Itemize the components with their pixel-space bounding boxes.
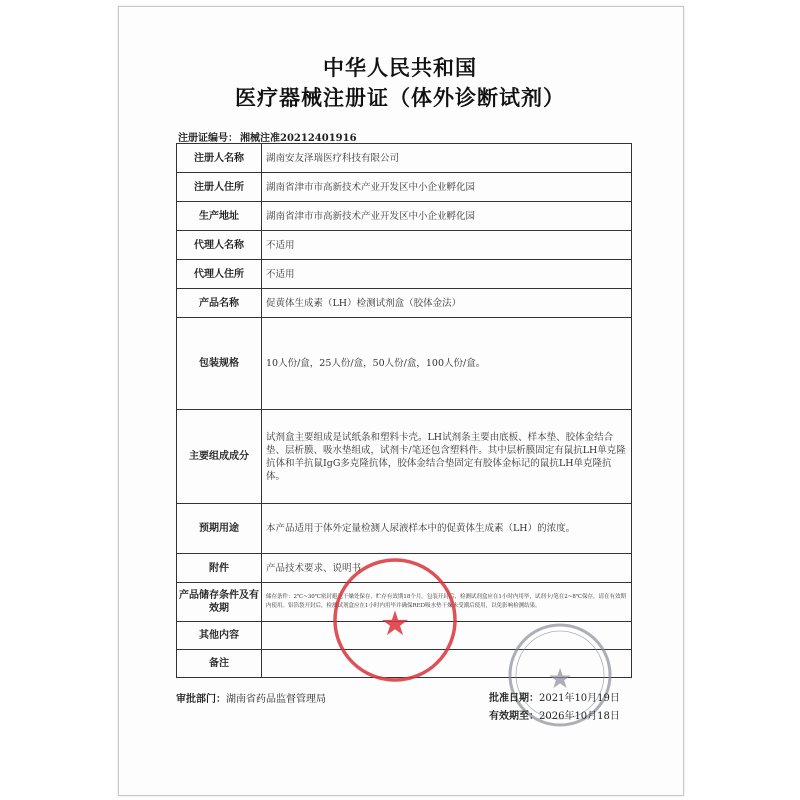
- title-certificate: 医疗器械注册证（体外诊断试剂）: [235, 85, 565, 110]
- row-label: 备注: [177, 650, 262, 678]
- table-row: [177, 173, 632, 202]
- row-label: 注册人名称: [177, 144, 262, 173]
- row-value: 促黄体生成素（LH）检测试剂盒（胶体金法）: [262, 289, 632, 318]
- table-row: [177, 289, 632, 318]
- expiry-date-label: 有效期至：: [489, 711, 539, 722]
- approval-date-value: 2021年10月19日: [539, 693, 620, 704]
- row-label: 包装规格: [177, 318, 262, 410]
- registration-number: [176, 129, 357, 144]
- table-row: [177, 318, 632, 410]
- svg-text:★: ★: [547, 662, 573, 695]
- table-row: [177, 202, 632, 231]
- row-label: 预期用途: [177, 504, 262, 554]
- company-seal: [330, 555, 460, 685]
- row-label: 产品名称: [177, 289, 262, 318]
- approval-authority: [176, 690, 326, 705]
- approval-date-label: 批准日期：: [489, 693, 539, 704]
- row-value: 湖南安友泽瑞医疗科技有限公司: [262, 144, 632, 173]
- row-label: 附件: [177, 554, 262, 583]
- title-country: 中华人民共和国: [323, 55, 477, 80]
- row-value: 湖南省津市市高新技术产业开发区中小企业孵化园: [262, 202, 632, 231]
- row-value: 不适用: [262, 260, 632, 289]
- row-label: 主要组成成分: [177, 410, 262, 504]
- approval-authority-value: 湖南省药品监督管理局: [226, 694, 326, 705]
- row-value: 湖南省津市市高新技术产业开发区中小企业孵化园: [262, 173, 632, 202]
- registration-number-label: 注册证编号：: [178, 133, 238, 144]
- registration-number-value: 湘械注准20212401916: [240, 133, 357, 144]
- table-row: [177, 144, 632, 173]
- svg-text:★: ★: [379, 604, 411, 644]
- row-value: 产品技术要求、说明书: [262, 554, 632, 583]
- row-label: 生产地址: [177, 202, 262, 231]
- row-value: 本产品适用于体外定量检测人尿液样本中的促黄体生成素（LH）的浓度。: [262, 504, 632, 554]
- expiry-date: [489, 707, 620, 722]
- row-value: 10人份/盒，25人份/盒，50人份/盒，100人份/盒。: [262, 318, 632, 410]
- row-label: 产品储存条件及有效期: [177, 583, 262, 622]
- row-label: 注册人住所: [177, 173, 262, 202]
- row-value: 储存条件：2℃~30℃密封避光干燥处保存，贮存有效期18个月。包装开封后，检测试剂盒应在1小时内用毕，试剂卡/笔在2~8℃保存，请在有效期内使用。铝箔袋开封后，检测试剂盒应在1小时内用毕并确保RED吸水垫干燥未受潮后使用，以免影响检测结果。: [262, 583, 632, 622]
- table-row: [177, 231, 632, 260]
- table-row: [177, 260, 632, 289]
- row-label: 代理人住所: [177, 260, 262, 289]
- expiry-date-value: 2026年10月18日: [539, 711, 620, 722]
- table-row: [177, 504, 632, 554]
- row-label: 其他内容: [177, 622, 262, 650]
- row-label: 代理人名称: [177, 231, 262, 260]
- approval-authority-label: 审批部门：: [176, 694, 226, 705]
- row-value: 试剂盒主要组成是试纸条和塑料卡壳。LH试剂条主要由底板、样本垫、胶体金结合垫、层析膜、吸水垫组成，试剂卡/笔还包含塑料件。其中层析膜固定有鼠抗LH单克隆抗体和羊抗鼠IgG多克隆抗体，胶体金结合垫固定有胶体金标记的鼠抗LH单克隆抗体。: [262, 410, 632, 504]
- approval-date: [489, 689, 620, 704]
- table-row: [177, 410, 632, 504]
- row-value: 不适用: [262, 231, 632, 260]
